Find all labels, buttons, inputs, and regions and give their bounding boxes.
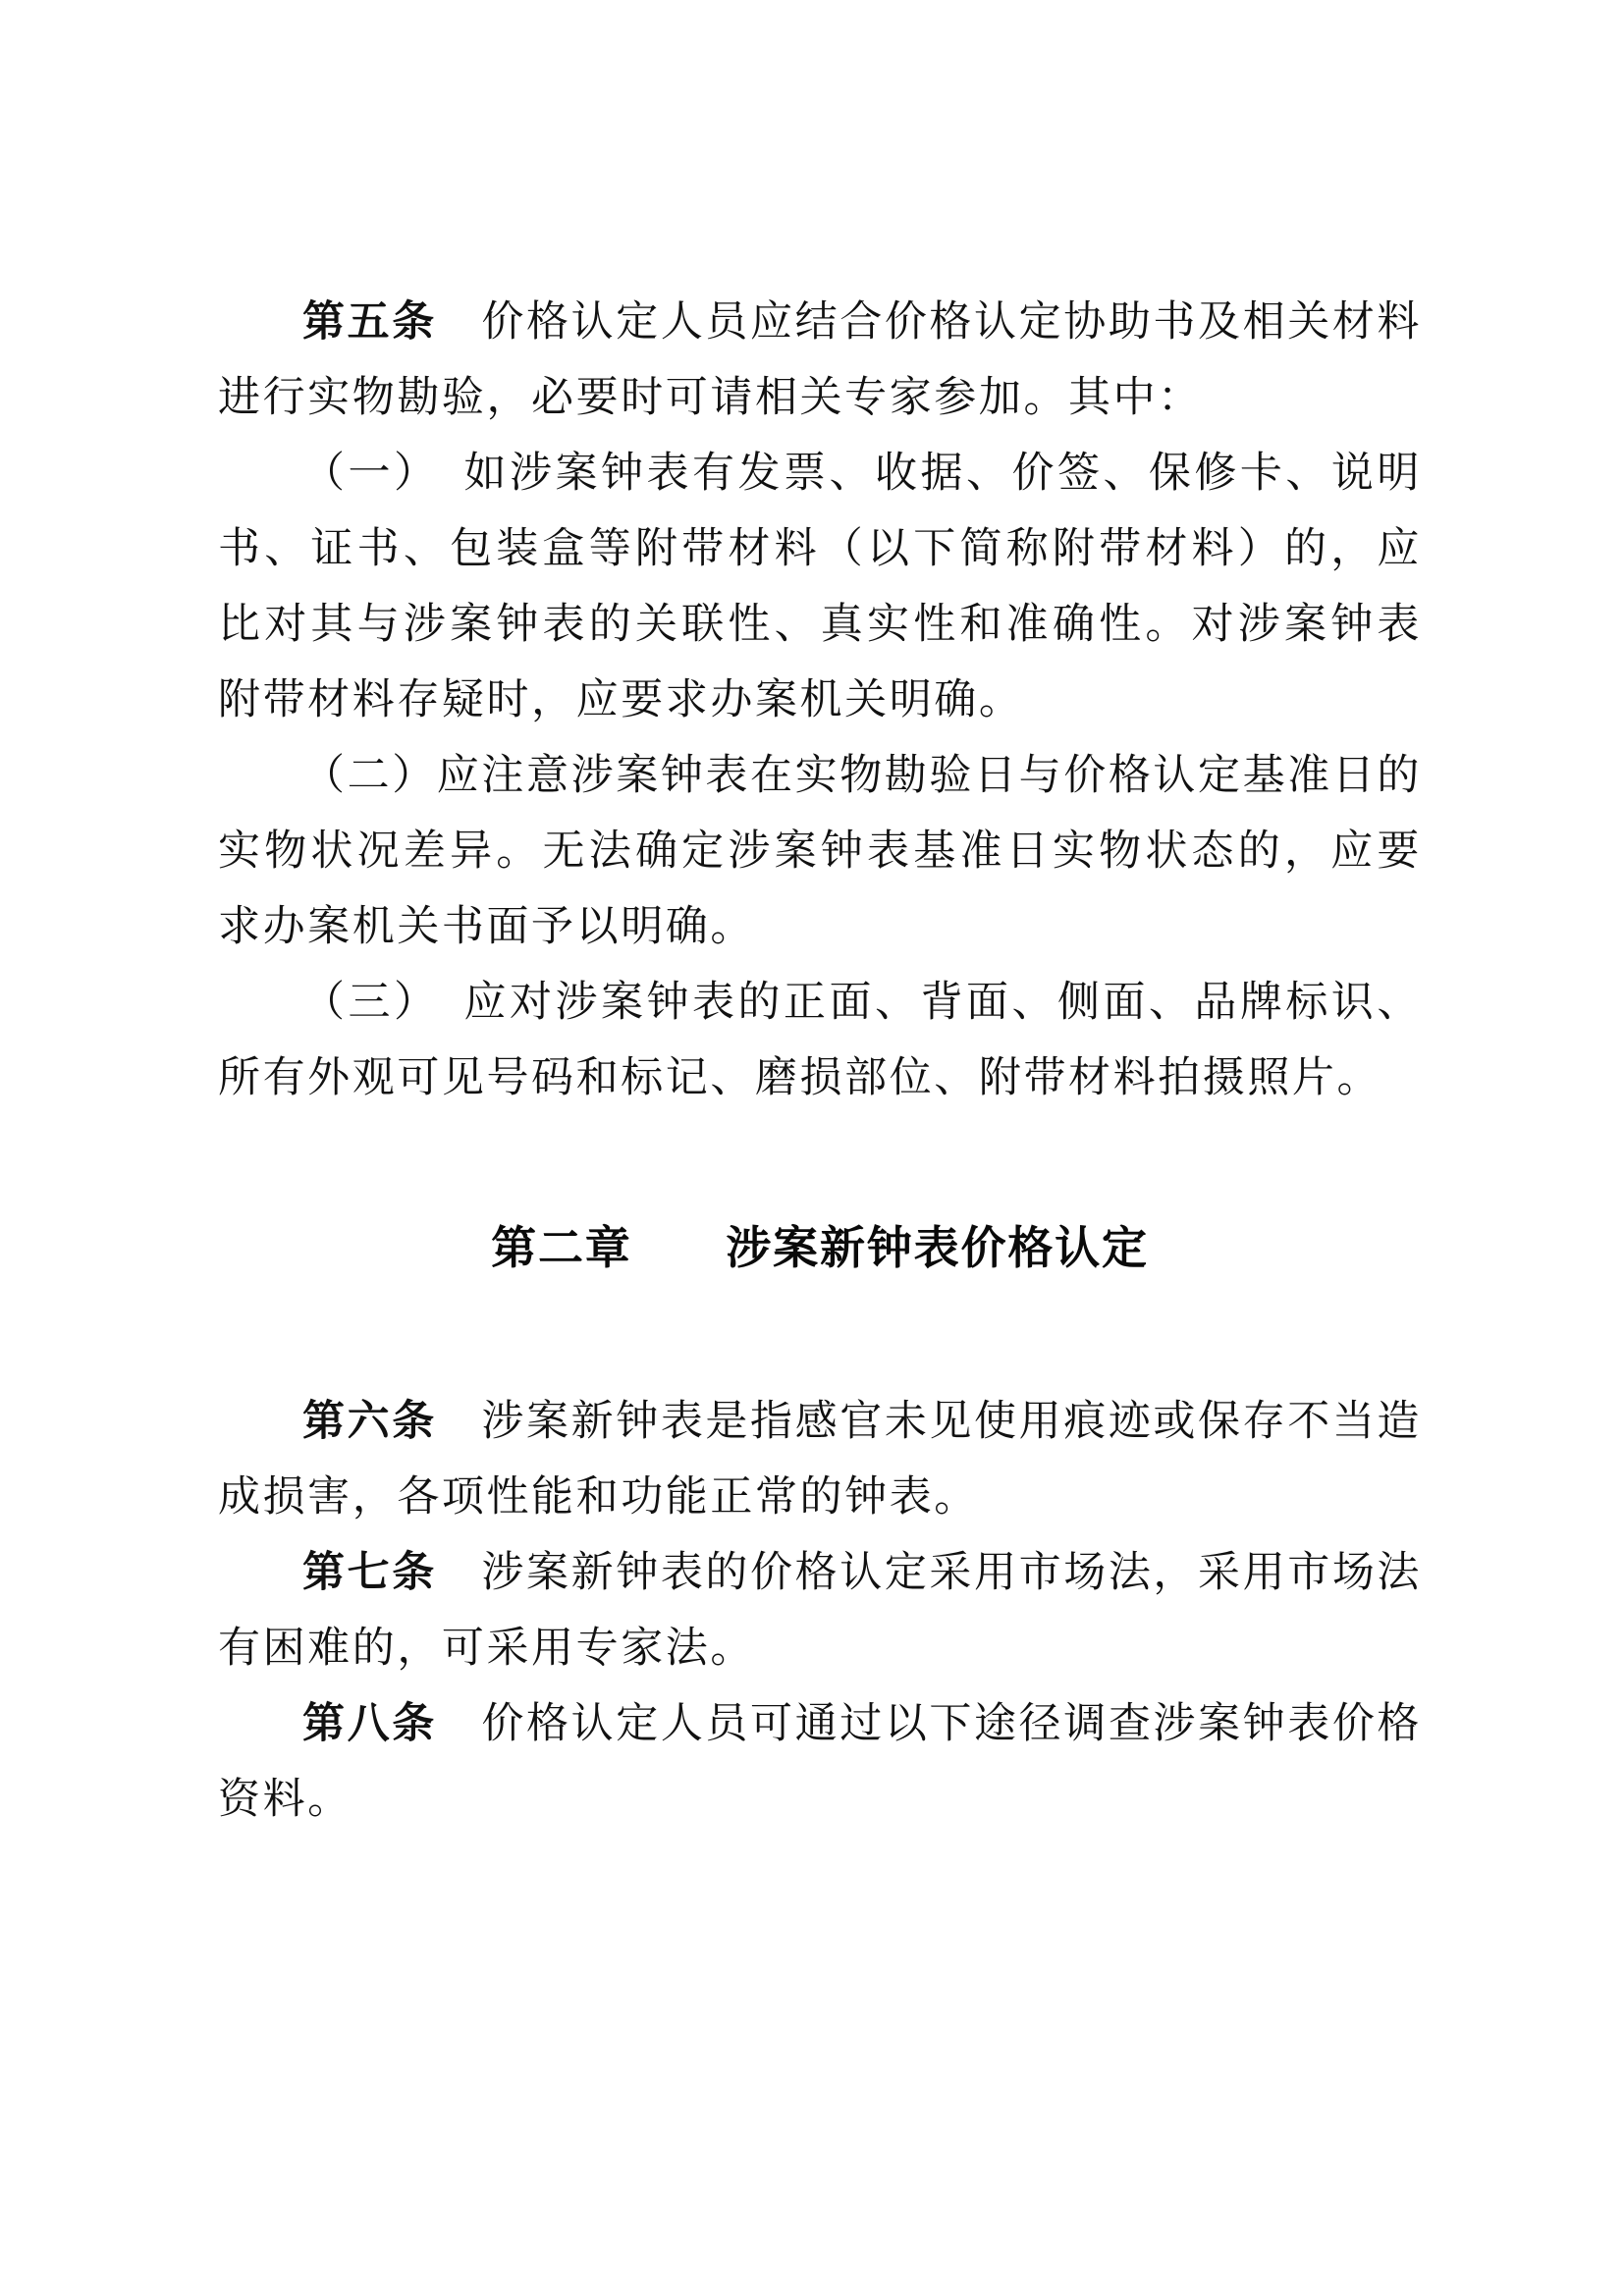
item-text-3: （三） 应对涉案钟表的正面、背面、侧面、品牌标识、所有外观可见号码和标记、磨损部位、附带材料拍摄照片。 [218,980,1422,1101]
paragraph-item-1 [218,436,1422,738]
article-marker-5: 第五条 [302,299,437,346]
paragraph-article-6 [218,1384,1422,1535]
paragraph-article-7 [218,1535,1422,1686]
paragraph-article-5 [218,285,1422,436]
article-text-7: 涉案新钟表的价格认定采用市场法，采用市场法有困难的，可采用专家法。 [218,1550,1422,1672]
page-content [218,285,1422,1838]
heading-top-spacer [218,1116,1422,1210]
article-marker-7: 第七条 [302,1550,437,1596]
article-marker-8: 第八条 [302,1701,437,1747]
paragraph-item-2 [218,738,1422,965]
article-text-8: 价格认定人员可通过以下途径调查涉案钟表价格资料。 [218,1701,1422,1823]
paragraph-article-8 [218,1686,1422,1838]
item-text-1: （一） 如涉案钟表有发票、收据、价签、保修卡、说明书、证书、包装盒等附带材料（以下简称附带材料）的，应比对其与涉案钟表的关联性、真实性和准确性。对涉案钟表附带材料存疑时，应要求办案机关明确。 [218,451,1422,723]
article-marker-6: 第六条 [302,1399,437,1445]
chapter-heading: 第二章 涉案新钟表价格认定 [491,1222,1149,1273]
heading-bottom-spacer [218,1286,1422,1384]
item-text-2: （二）应注意涉案钟表在实物勘验日与价格认定基准日的实物状况差异。无法确定涉案钟表基准日实物状态的，应要求办案机关书面予以明确。 [218,753,1422,950]
article-text-5: 价格认定人员应结合价格认定协助书及相关材料进行实物勘验，必要时可请相关专家参加。其中： [218,299,1422,421]
article-text-6: 涉案新钟表是指感官未见使用痕迹或保存不当造成损害，各项性能和功能正常的钟表。 [218,1399,1422,1521]
paragraph-item-3 [218,965,1422,1116]
